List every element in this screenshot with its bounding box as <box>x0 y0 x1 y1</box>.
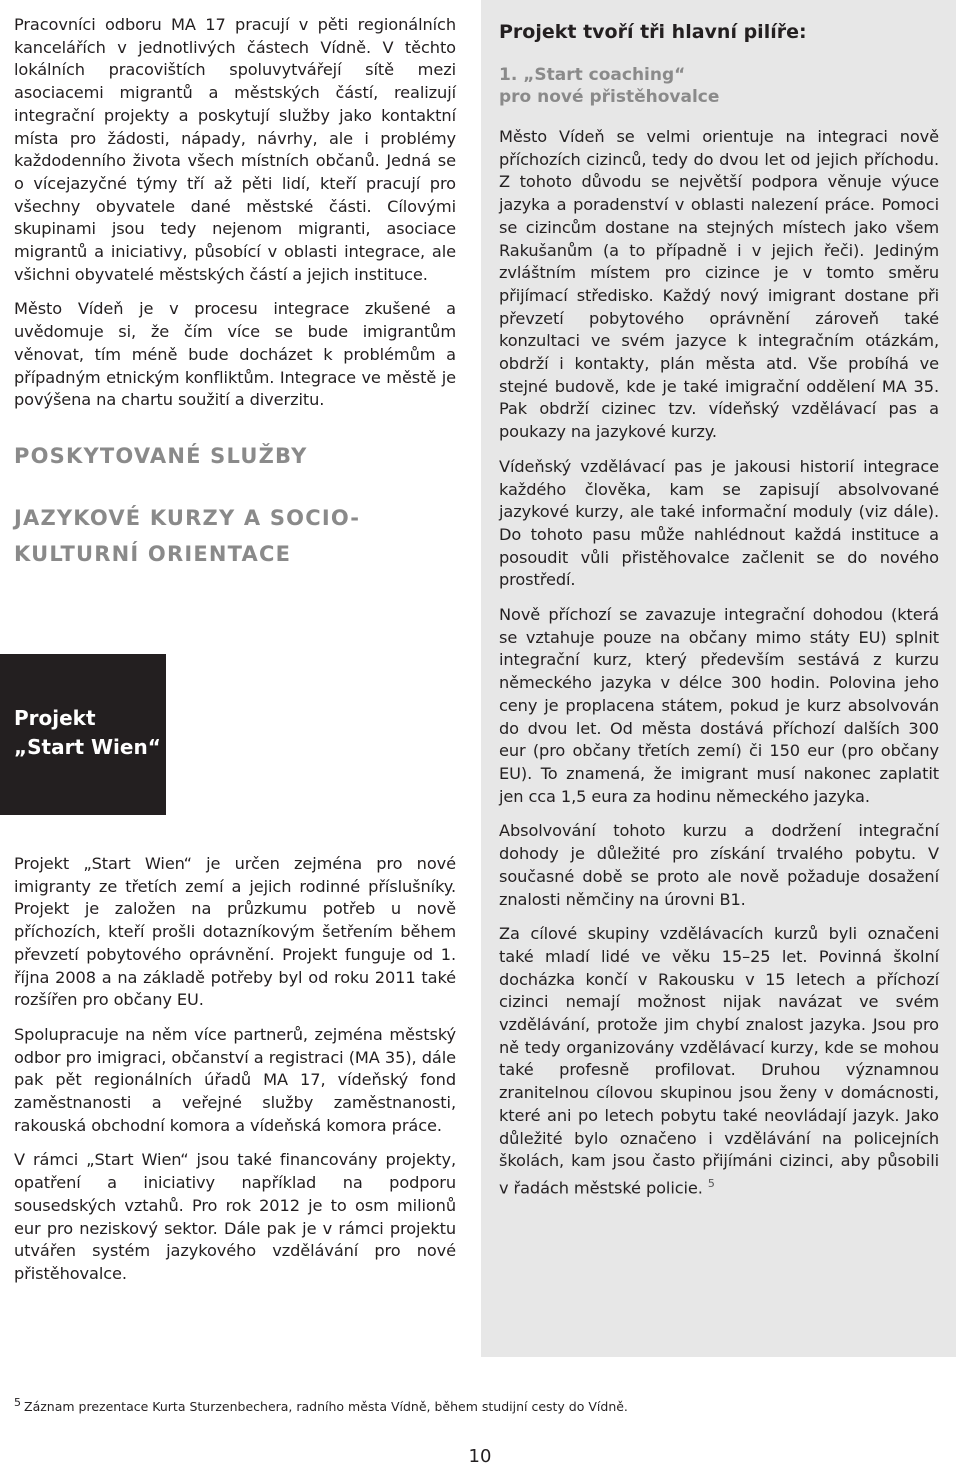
sidebar-paragraph-3: Nově příchozí se zavazuje integrační dohodou (která se vztahuje pouze na občany mimo státy EU) splnit integrační kurz, který především sestává z kurzu německého jazyka v délce 300 hodin. Polovina jeho ceny je proplacena státem, pokud je kurz absolvován do dvou let. Od města dostává příchozí dalších 300 eur (pro občany třetích zemí) či 150 eur (pro občany EU). To znamená, že imigrant musí nakonec zaplatit jen cca 1,5 eura za hodinu německého jazyka. <box>499 605 939 806</box>
project-title-box <box>0 654 166 815</box>
sidebar-subtitle <box>499 64 939 108</box>
footnote-reference[interactable]: 5 <box>707 1176 715 1190</box>
sidebar-paragraph-4: Absolvování tohoto kurzu a dodržení integrační dohody je důležité pro získání trvalého pobytu. V současné době se proto ale nově požaduje dosažení znalosti němčiny na úrovni B1. <box>499 821 939 909</box>
footnote-number: 5 <box>14 1396 21 1409</box>
left-paragraph-1: Pracovníci odboru MA 17 pracují v pěti regionálních kancelářích v jednotlivých částech Vídně. V těchto lokálních pracovištích spoluvytvářejí sítě mezi asociacemi migrantů a městských částí, realizují integrační projekty a poskytují služby jako kontaktní místa pro žádosti, nápady, návrhy, ale i problémy každodenního života všech místních občanů. Jedná se o vícejazyčné týmy tří až pěti lidí, kteří pracují pro všechny obyvatele dané městské části. Cílovými skupinami jsou tedy nejenom migranti, asociace migrantů a iniciativy, působící v oblasti integrace, ale všichni obyvatelé městských částí a jejich instituce. <box>14 15 456 284</box>
left-paragraph-2: Město Vídeň je v procesu integrace zkušené a uvědomuje si, že čím více se bude imigrantům věnovat, tím méně bude docházet k problémům a případným etnickým konfliktům. Integrace ve městě je povýšena na chartu soužití a diverzitu. <box>14 299 456 410</box>
right-sidebar-content <box>499 18 939 1212</box>
left-paragraph-5: V rámci „Start Wien“ jsou také financovány projekty, opatření a iniciativy například na podporu sousedských vztahů. Pro rok 2012 je to osm milionů eur pro neziskový sektor. Dále pak je v rámci projektu utvářen systém jazykového vzdělávání pro nové přistěhovalce. <box>14 1150 456 1283</box>
left-paragraph-3: Projekt „Start Wien“ je určen zejména pro nové imigranty ze třetích zemí a jejich rodinné příslušníky. Projekt je založen na průzkumu potřeb u nově příchozích, kteří prošli dotazníkovým šetřením během převzetí pobytového oprávnění. Projekt funguje od 1. října 2008 a na základě potřeby byl od roku 2011 také rozšířen pro občany EU. <box>14 854 456 1010</box>
left-paragraph-4: Spolupracuje na něm více partnerů, zejména městský odbor pro imigraci, občanství a registraci (MA 35), dále pak pět regionálních úřadů MA 17, vídeňský fond zaměstnanosti a veřejné služby zaměstnanosti, rakouská obchodní komora a vídeňská komora práce. <box>14 1024 456 1135</box>
heading-services: POSKYTOVANÉ SLUŽBY <box>14 443 308 468</box>
sidebar-subtitle-line-2: pro nové přistěhovalce <box>499 87 720 107</box>
box-line-2: „Start Wien“ <box>14 735 161 759</box>
box-line-1: Projekt <box>14 706 96 730</box>
sidebar-paragraph-5-text: Za cílové skupiny vzdělávacích kurzů byli označeni také mladí lidé ve věku 15–25 let. Povinná školní docházka končí v Rakousku v 15 letech a příchozí cizinci nemají možnost nijak navázat ve svém vzdělávání, protože jim chybí znalost jazyka. Jsou pro ně tedy organizovány vzdělávací kurzy, kde se mohou také profesně profilovat. Druhou významnou zranitelnou cílovou skupinou jsou ženy v domácnosti, které ani po letech pobytu také neovládají jazyk. Jako důležité bylo označeno i vzdělávání na policejních školách, kam jsou často přijímáni cizinci, aby působili v řadách městské policie. <box>499 924 939 1198</box>
sidebar-paragraph-1: Město Vídeň se velmi orientuje na integraci nově příchozích cizinců, tedy do dvou let od jejich příchodu. Z tohoto důvodu se největší podpora věnuje výuce jazyka a poradenství v oblasti nalezení práce. Pomoci se cizincům dostane na stejných místech jako všem Rakušanům (a to případně i v jejich řeči). Jediným zvláštním místem pro cizince je v tomto směru přijímací středisko. Každý nový imigrant dostane při převzetí pobytového oprávnění zároveň také konzultaci ve svém jazyce k integračním otázkám, obdrží i kontakty, plán města atd. Vše probíhá ve stejné budově, kde je také imigrační oddělení MA 35. Pak obdrží cizinec tzv. vídeňský vzdělávací pas a poukazy na jazykové kurzy. <box>499 127 939 442</box>
footnote <box>14 1395 628 1415</box>
sidebar-subtitle-line-1: 1. „Start coaching“ <box>499 65 686 85</box>
sidebar-paragraph-5 <box>499 923 939 1200</box>
left-column <box>14 14 456 572</box>
page-number: 10 <box>468 1446 492 1467</box>
sidebar-paragraph-2: Vídeňský vzdělávací pas je jakousi historií integrace každého člověka, kam se zapisují absolvované jazykové kurzy, ale také informační moduly (viz dále). Do tohoto pasu může nahlédnout každá instituce a posoudit vůli přistěhovalce začlenit se do nového prostředí. <box>499 456 939 590</box>
footnote-text: Záznam prezentace Kurta Sturzenbechera, radního města Vídně, během studijní cesty do Vídně. <box>24 1399 628 1415</box>
sidebar-title: Projekt tvoří tři hlavní pilíře: <box>499 21 807 43</box>
heading-language-courses: JAZYKOVÉ KURZY A SOCIO-KULTURNÍ ORIENTACE <box>14 505 361 566</box>
right-sidebar <box>481 0 956 1357</box>
left-lower-column <box>14 853 456 1298</box>
project-title-box-text <box>14 704 161 762</box>
